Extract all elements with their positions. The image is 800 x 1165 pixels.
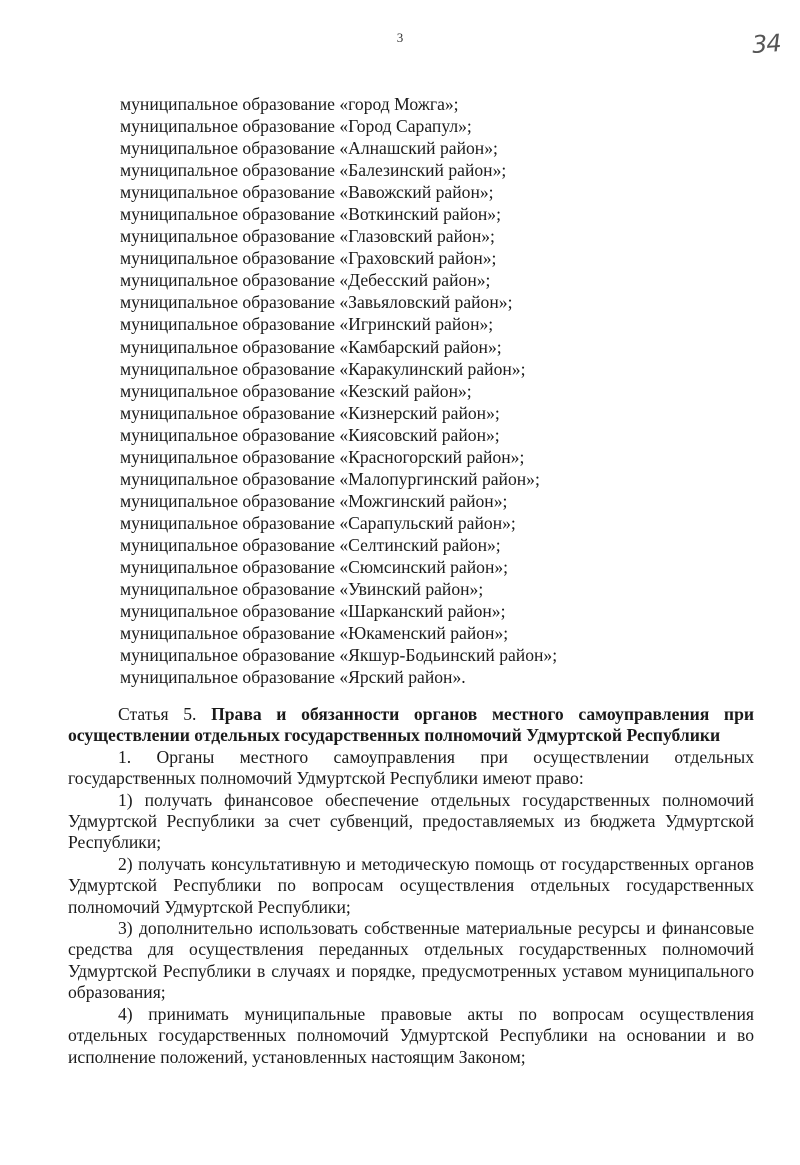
article-heading	[68, 704, 754, 747]
list-item: муниципальное образование «Балезинский район»;	[120, 160, 507, 181]
list-item: муниципальное образование «Город Сарапул»;	[120, 116, 472, 137]
list-item: муниципальное образование «Алнашский район»;	[120, 138, 498, 159]
article-paragraph: 2) получать консультативную и методическую помощь от государственных органов Удмуртской Республики по вопросам осуществления отдельных государственных полномочий Удмуртской Республики;	[68, 853, 754, 917]
list-item: муниципальное образование «Сарапульский район»;	[120, 512, 516, 533]
article-paragraph: 1) получать финансовое обеспечение отдельных государственных полномочий Удмуртской Республики за счет субвенций, предоставляемых из бюджета Удмуртской Республики;	[68, 789, 754, 853]
list-item: муниципальное образование «Воткинский район»;	[120, 204, 501, 225]
article-paragraph: 1. Органы местного самоуправления при осуществлении отдельных государственных полномочий Удмуртской Республики имеют право:	[68, 746, 754, 789]
list-item: муниципальное образование «Увинский район»;	[120, 579, 484, 600]
municipality-list	[120, 93, 557, 688]
list-item: муниципальное образование «город Можга»;	[120, 94, 459, 114]
list-item: муниципальное образование «Шарканский район»;	[120, 601, 506, 622]
list-item: муниципальное образование «Каракулинский район»;	[120, 358, 526, 379]
list-item: муниципальное образование «Якшур-Бодьинский район»;	[120, 645, 558, 666]
article-title: Права и обязанности органов местного самоуправления при осуществлении отдельных государственных полномочий Удмуртской Республики	[68, 704, 754, 746]
article-paragraph: 3) дополнительно использовать собственные материальные ресурсы и финансовые средства для осуществления переданных отдельных государственных полномочий Удмуртской Республики в случаях и порядке, предусмотренных уставом муниципального образования;	[68, 918, 754, 1003]
article-label: Статья 5.	[118, 704, 197, 724]
list-item: муниципальное образование «Селтинский район»;	[120, 534, 501, 555]
list-item: муниципальное образование «Красногорский район»;	[120, 446, 525, 467]
list-item: муниципальное образование «Ярский район».	[120, 667, 466, 688]
handwritten-page-number: 34	[751, 29, 782, 59]
article-5	[68, 704, 754, 1068]
list-item: муниципальное образование «Глазовский район»;	[120, 226, 495, 247]
list-item: муниципальное образование «Сюмсинский район»;	[120, 556, 509, 577]
list-item: муниципальное образование «Камбарский район»;	[120, 336, 502, 357]
list-item: муниципальное образование «Вавожский район»;	[120, 182, 494, 203]
list-item: муниципальное образование «Кезский район»;	[120, 380, 472, 401]
page-number: 3	[396, 30, 404, 45]
list-item: муниципальное образование «Граховский район»;	[120, 248, 497, 269]
list-item: муниципальное образование «Дебесский район»;	[120, 270, 491, 291]
list-item: муниципальное образование «Юкаменский район»;	[120, 623, 509, 644]
list-item: муниципальное образование «Кизнерский район»;	[120, 402, 500, 423]
list-item: муниципальное образование «Игринский район»;	[120, 314, 494, 335]
list-item: муниципальное образование «Завьяловский район»;	[120, 292, 513, 313]
article-paragraph: 4) принимать муниципальные правовые акты по вопросам осуществления отдельных государственных полномочий Удмуртской Республики на основании и во исполнение положений, установленных настоящим Законом;	[68, 1003, 754, 1067]
list-item: муниципальное образование «Киясовский район»;	[120, 424, 500, 445]
list-item: муниципальное образование «Малопургинский район»;	[120, 468, 540, 489]
list-item: муниципальное образование «Можгинский район»;	[120, 490, 508, 511]
